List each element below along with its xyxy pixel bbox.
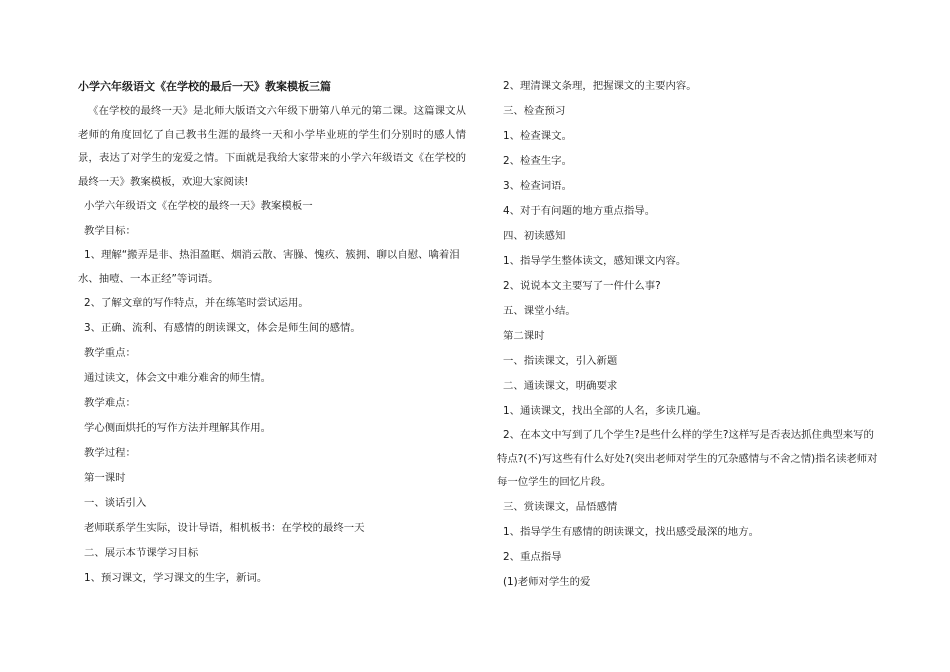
appreciate-item-1: 1、指导学生有感情的朗读课文，找出感受最深的地方。: [503, 525, 759, 538]
section-read-through: 二、通读课文，明确要求: [503, 380, 618, 392]
appreciate-item-2: 2、重点指导: [503, 550, 562, 563]
difficulties-text: 学心侧面烘托的写作方法并理解其作用。: [84, 422, 272, 434]
goal-2: 2、了解文章的写作特点，并在练笔时尝试运用。: [84, 297, 309, 309]
goal-3: 3、正确、流利、有感情的朗读课文，体会是师生间的感情。: [84, 322, 361, 334]
first-reading-item-2: 2、说说本文主要写了一件什么事?: [503, 280, 661, 292]
check-item-3: 3、检查词语。: [503, 180, 572, 192]
section-intro-talk: 一、谈话引入: [84, 497, 147, 509]
section-show-goals: 二、展示本节课学习目标: [84, 547, 199, 559]
teacher-love-item: (1)老师对学生的爱: [503, 575, 591, 588]
section-summary: 五、课堂小结。: [503, 305, 576, 317]
check-item-1: 1、检查课文。: [503, 130, 572, 142]
section-first-reading: 四、初读感知: [503, 230, 566, 242]
check-item-4: 4、对于有问题的地方重点指导。: [503, 205, 656, 217]
check-item-2: 2、检查生字。: [503, 155, 572, 167]
intro-talk-text: 老师联系学生实际，设计导语，相机板书：在学校的最终一天: [84, 522, 365, 534]
key-points-text: 通过读文，体会文中难分难舍的师生情。: [84, 372, 272, 384]
section-read-aloud: 一、指读课文，引入新题: [503, 355, 618, 367]
difficulties-label: 教学难点：: [84, 397, 136, 409]
section-appreciate: 三、赏读课文，品悟感情: [503, 500, 618, 513]
first-reading-item-1: 1、指导学生整体读文，感知课文内容。: [503, 255, 687, 267]
show-goals-item-1: 1、预习课文，学习课文的生字，新词。: [84, 572, 268, 584]
section-check-preview: 三、检查预习: [503, 105, 566, 117]
teaching-goals-label: 教学目标：: [84, 225, 136, 237]
lesson-plan-heading: 小学六年级语文《在学校的最终一天》教案模板一: [84, 200, 313, 212]
right-column: [497, 74, 882, 595]
process-label: 教学过程：: [84, 447, 136, 459]
read-through-item-2: 2、在本文中写到了几个学生?是些什么样的学生?这样写是否表达抓住典型来写的特点?(不)写这些有什么好处?(突出老师对学生的冗杂感情与不舍之情)指名读老师对每一位学生的回忆片段。: [497, 429, 878, 488]
intro-paragraph: 《在学校的最终一天》是北师大版语文六年级下册第八单元的第二课。这篇课文从老师的角度回忆了自己教书生涯的最终一天和小学毕业班的学生们分别时的感人情景，表达了对学生的宠爱之情。下面就是我给大家带来的小学六年级语文《在学校的最终一天》教案模板，欢迎大家阅读!: [78, 105, 466, 188]
left-column: [78, 74, 466, 591]
show-goals-item-2: 2、理清课文条理，把握课文的主要内容。: [503, 80, 697, 92]
goal-1: 1、理解“搬弄是非、热泪盈眶、烟消云散、害臊、愧疚、簇拥、聊以自慰、噙着泪水、抽噎、一本正经”等词语。: [78, 249, 460, 285]
read-through-item-1: 1、通读课文，找出全部的人名，多读几遍。: [503, 405, 708, 417]
first-lesson-label: 第一课时: [84, 472, 126, 484]
key-points-label: 教学重点：: [84, 347, 136, 359]
second-lesson-label: 第二课时: [503, 330, 545, 342]
document-title: 小学六年级语文《在学校的最后一天》教案模板三篇: [78, 80, 331, 93]
